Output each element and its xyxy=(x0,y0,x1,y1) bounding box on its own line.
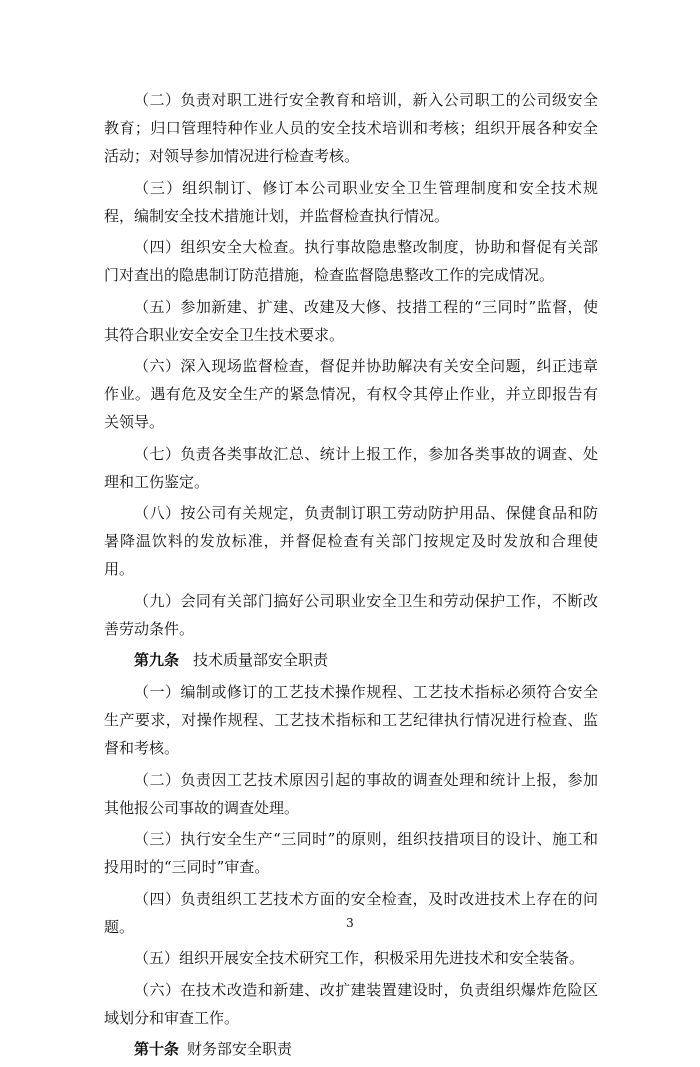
page-number: 3 xyxy=(346,916,354,930)
paragraph-article9-item5: （五）组织开展安全技术研究工作，积极采用先进技术和安全装备。 xyxy=(134,949,585,967)
article-9-number: 第九条 xyxy=(134,651,180,669)
paragraph-section8-item2: （二）负责对职工进行安全教育和培训，新入公司职工的公司级安全教育；归口管理特种作业人员的安全技术培训和考核；组织开展各种安全活动；对领导参加情况进行检查考核。 xyxy=(104,91,598,165)
article-9-heading xyxy=(104,646,598,674)
paragraph-section8-item4: （四）组织安全大检查。执行事故隐患整改制度，协助和督促有关部门对查出的隐患制订防范措施，检查监督隐患整改工作的完成情况。 xyxy=(104,238,598,284)
paragraph-section8-item3: （三）组织制订、修订本公司职业安全卫生管理制度和安全技术规程，编制安全技术措施计划，并监督检查执行情况。 xyxy=(104,178,598,225)
paragraph-section8-item7: （七）负责各类事故汇总、统计上报工作，参加各类事故的调查、处理和工伤鉴定。 xyxy=(104,444,598,491)
article-10-title: 财务部安全职责 xyxy=(187,1040,293,1058)
paragraph-article9-item6: （六）在技术改造和新建、改扩建装置建设时，负责组织爆炸危险区域划分和审查工作。 xyxy=(104,980,598,1027)
paragraph-article9-item4: （四）负责组织工艺技术方面的安全检查，及时改进技术上存在的问题。 xyxy=(104,889,598,936)
article-10-heading xyxy=(104,1035,598,1063)
paragraph-section8-item5: （五）参加新建、扩建、改建及大修、技措工程的“三同时”监督，使其符合职业安全安全卫生技术要求。 xyxy=(104,297,598,344)
paragraph-article9-item2: （二）负责因工艺技术原因引起的事故的调查处理和统计上报，参加其他报公司事故的调查处理。 xyxy=(104,770,598,817)
paragraph-section8-item6: （六）深入现场监督检查，督促并协助解决有关安全问题，纠正违章作业。遇有危及安全生产的紧急情况，有权令其停止作业，并立即报告有关领导。 xyxy=(104,357,598,431)
paragraph-article9-item1: （一）编制或修订的工艺技术操作规程、工艺技术指标必须符合安全生产要求，对操作规程、工艺技术指标和工艺纪律执行情况进行检查、监督和考核。 xyxy=(104,683,598,757)
article-9-title: 技术质量部安全职责 xyxy=(193,651,329,669)
article-10-number: 第十条 xyxy=(134,1040,180,1058)
paragraph-article9-item3: （三）执行安全生产“三同时”的原则，组织技措项目的设计、施工和投用时的“三同时”审查。 xyxy=(104,830,598,876)
paragraph-section8-item8: （八）按公司有关规定，负责制订职工劳动防护用品、保健食品和防暑降温饮料的发放标准，并督促检查有关部门按规定及时发放和合理使用。 xyxy=(104,504,598,578)
paragraph-section8-item9: （九）会同有关部门搞好公司职业安全卫生和劳动保护工作，不断改善劳动条件。 xyxy=(104,591,598,638)
